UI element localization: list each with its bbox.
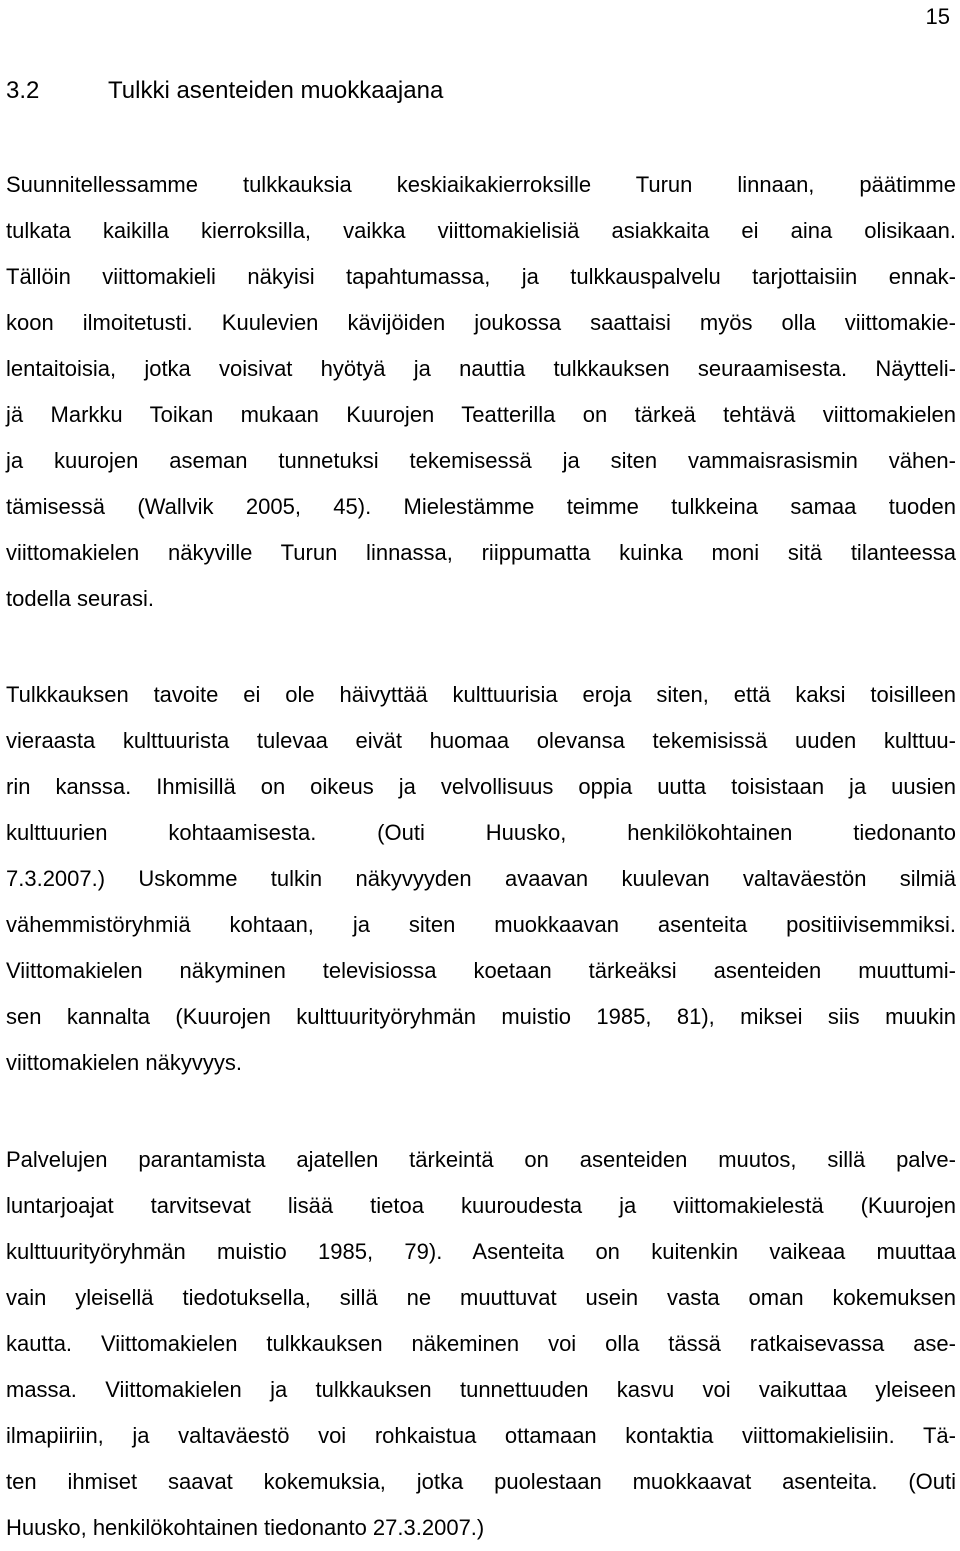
paragraph-line: massa. Viittomakielen ja tulkkauksen tunnettuuden kasvu voi vaikuttaa yleiseen	[6, 1377, 956, 1402]
paragraph-line: lentaitoisia, jotka voisivat hyötyä ja nauttia tulkkauksen seuraamisesta. Näytteli-	[6, 356, 956, 381]
paragraph-line: todella seurasi.	[6, 586, 154, 611]
section-title: Tulkki asenteiden muokkaajana	[108, 77, 444, 104]
paragraph-line: rin kanssa. Ihmisillä on oikeus ja velvollisuus oppia uutta toisistaan ja uusien	[6, 774, 956, 799]
section-number: 3.2	[6, 77, 40, 104]
paragraph-line: viittomakielen näkyvyys.	[6, 1050, 242, 1075]
paragraph-line: sen kannalta (Kuurojen kulttuurityöryhmän muistio 1985, 81), miksei siis muukin	[6, 1004, 956, 1029]
paragraph-line: ten ihmiset saavat kokemuksia, jotka puolestaan muokkaavat asenteita. (Outi	[6, 1469, 956, 1494]
paragraph-line: koon ilmoitetusti. Kuulevien kävijöiden joukossa saattaisi myös olla viittomakie-	[6, 310, 956, 335]
section-heading	[6, 76, 443, 106]
paragraph-line: vieraasta kulttuurista tulevaa eivät huomaa olevansa tekemisissä uuden kulttuu-	[6, 728, 956, 753]
paragraph-line: luntarjoajat tarvitsevat lisää tietoa kuuroudesta ja viittomakielestä (Kuurojen	[6, 1193, 956, 1218]
paragraph-line: vähemmistöryhmiä kohtaan, ja siten muokkaavan asenteita positiivisemmiksi.	[6, 912, 956, 937]
paragraph-line: kulttuurien kohtaamisesta. (Outi Huusko, henkilökohtainen tiedonanto	[6, 820, 956, 845]
paragraph-3	[6, 1137, 956, 1551]
paragraph-line: tämisessä (Wallvik 2005, 45). Mielestämme teimme tulkkeina samaa tuoden	[6, 494, 956, 519]
paragraph-line: jä Markku Toikan mukaan Kuurojen Teatterilla on tärkeä tehtävä viittomakielen	[6, 402, 956, 427]
paragraph-line: tulkata kaikilla kierroksilla, vaikka viittomakielisiä asiakkaita ei aina olisikaan.	[6, 218, 956, 243]
paragraph-line: Huusko, henkilökohtainen tiedonanto 27.3.2007.)	[6, 1515, 485, 1540]
paragraph-line: ja kuurojen aseman tunnetuksi tekemisessä ja siten vammaisrasismin vähen-	[6, 448, 956, 473]
paragraph-line: Tällöin viittomakieli näkyisi tapahtumassa, ja tulkkauspalvelu tarjottaisiin ennak-	[6, 264, 956, 289]
paragraph-line: vain yleisellä tiedotuksella, sillä ne muuttuvat usein vasta oman kokemuksen	[6, 1285, 956, 1310]
paragraph-line: kautta. Viittomakielen tulkkauksen näkeminen voi olla tässä ratkaisevassa ase-	[6, 1331, 956, 1356]
page-number: 15	[925, 4, 950, 29]
paragraph-line: Suunnitellessamme tulkkauksia keskiaikakierroksille Turun linnaan, päätimme	[6, 172, 956, 197]
paragraph-line: Palvelujen parantamista ajatellen tärkeintä on asenteiden muutos, sillä palve-	[6, 1147, 956, 1172]
paragraph-line: viittomakielen näkyville Turun linnassa, riippumatta kuinka moni sitä tilanteessa	[6, 540, 956, 565]
paragraph-line: Tulkkauksen tavoite ei ole häivyttää kulttuurisia eroja siten, että kaksi toisilleen	[6, 682, 956, 707]
paragraph-2	[6, 672, 956, 1086]
paragraph-line: ilmapiiriin, ja valtaväestö voi rohkaistua ottamaan kontaktia viittomakielisiin. Tä-	[6, 1423, 956, 1448]
paragraph-line: 7.3.2007.) Uskomme tulkin näkyvyyden avaavan kuulevan valtaväestön silmiä	[6, 866, 956, 891]
paragraph-line: Viittomakielen näkyminen televisiossa koetaan tärkeäksi asenteiden muuttumi-	[6, 958, 956, 983]
paragraph-line: kulttuurityöryhmän muistio 1985, 79). Asenteita on kuitenkin vaikeaa muuttaa	[6, 1239, 956, 1264]
paragraph-1	[6, 162, 956, 622]
